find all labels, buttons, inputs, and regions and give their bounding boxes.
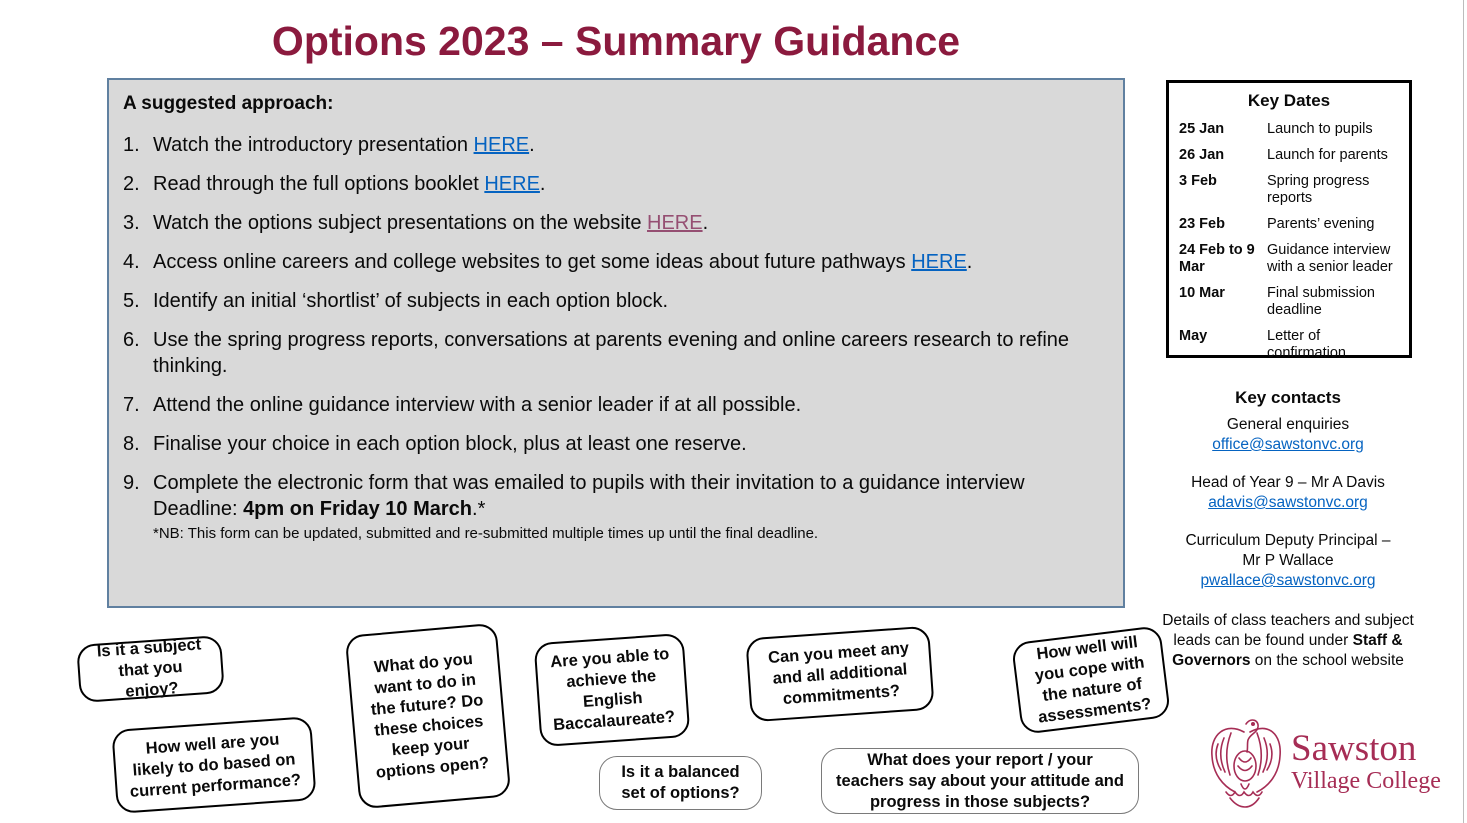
step-text: Watch the introductory presentation HERE.: [153, 134, 535, 156]
key-date-row: [1179, 328, 1399, 362]
key-date-row: [1179, 147, 1399, 164]
nb-note: *NB: This form can be updated, submitted and re-submitted multiple times up until the final deadline.: [153, 525, 819, 542]
step-number: 1.: [123, 134, 140, 156]
school-logo: [1203, 712, 1441, 812]
key-date-row: [1179, 216, 1399, 233]
key-date-event: Final submission deadline: [1267, 285, 1375, 318]
contact-general-enquiries: General enquiries office@sawstonvc.org: [1212, 416, 1364, 453]
staff-governors-note: Details of class teachers and subject leads can be found under Staff & Governors on the school website: [1162, 612, 1414, 669]
approach-step-7: [123, 392, 1105, 418]
approach-step-2: [123, 171, 1105, 197]
approach-step-8: [123, 431, 1105, 457]
step-number: 2.: [123, 173, 140, 195]
key-date-event: Parents’ evening: [1267, 216, 1375, 232]
step-text: Finalise your choice in each option block, plus at least one reserve.: [153, 433, 747, 455]
approach-step-3: [123, 210, 1105, 236]
approach-heading: A suggested approach:: [123, 93, 334, 114]
key-date: 10 Mar: [1179, 285, 1225, 301]
step-number: 5.: [123, 290, 140, 312]
key-date: May: [1179, 328, 1208, 344]
question-bubble-enjoy: Is it a subject that you enjoy?: [76, 635, 225, 703]
key-date: 23 Feb: [1179, 216, 1225, 232]
page-title: Options 2023 – Summary Guidance: [271, 18, 961, 64]
approach-step-1: [123, 132, 1105, 158]
step-text: Use the spring progress reports, conversations at parents evening and online careers research to refine thinking.: [153, 329, 1070, 377]
step-text: Complete the electronic form that was emailed to pupils with their invitation to a guidance interview Deadline: 4pm on Friday 10 March.* *NB: This form can be updated, submitted and re-submitted multiple times up until the final deadline.: [153, 470, 1105, 544]
step-number: 8.: [123, 433, 140, 455]
approach-step-5: [123, 288, 1105, 314]
suggested-approach-panel: [107, 78, 1125, 608]
approach-step-4: [123, 249, 1105, 275]
email-link-pwallace[interactable]: pwallace@sawstonvc.org: [1200, 572, 1376, 589]
key-date: 24 Feb to 9 Mar: [1179, 242, 1255, 275]
key-contacts-section: [1152, 388, 1424, 671]
key-dates-panel: [1166, 80, 1412, 361]
key-date-event: Launch to pupils: [1267, 121, 1373, 137]
here-link-subject-presentations[interactable]: HERE: [647, 212, 703, 234]
question-bubble-performance: How well are you likely to do based on current performance?: [111, 716, 316, 814]
contact-deputy-principal: Curriculum Deputy Principal – Mr P Wallace pwallace@sawstonvc.org: [1185, 532, 1391, 589]
school-name: Sawston: [1291, 728, 1417, 769]
school-subtitle: Village College: [1291, 768, 1441, 794]
step-text: Identify an initial ‘shortlist’ of subjects in each option block.: [153, 290, 669, 312]
here-link-intro-presentation[interactable]: HERE: [473, 134, 530, 156]
step-number: 6.: [123, 329, 140, 351]
key-date-event: Launch for parents: [1267, 147, 1388, 163]
approach-step-9: [123, 470, 1105, 544]
key-date-event: Guidance interview with a senior leader: [1267, 242, 1393, 275]
key-date-row: [1179, 285, 1399, 319]
key-date: 26 Jan: [1179, 147, 1225, 163]
step-number: 9.: [123, 472, 140, 494]
here-link-options-booklet[interactable]: HERE: [484, 173, 540, 195]
question-bubble-balanced: Is it a balanced set of options?: [599, 756, 762, 810]
key-date-event: Spring progress reports: [1267, 173, 1370, 206]
step-number: 4.: [123, 251, 140, 273]
key-dates-heading: Key Dates: [1247, 91, 1331, 110]
key-date-row: [1179, 121, 1399, 138]
step-text: Attend the online guidance interview with a senior leader if at all possible.: [153, 394, 802, 416]
page-edge-line: [1463, 0, 1464, 823]
contact-head-of-year: Head of Year 9 – Mr A Davis adavis@sawstonvc.org: [1191, 474, 1385, 511]
email-link-office[interactable]: office@sawstonvc.org: [1212, 436, 1364, 453]
key-date-event: Letter of confirmation: [1267, 328, 1346, 361]
step-number: 3.: [123, 212, 140, 234]
question-bubble-future: What do you want to do in the future? Do these choices keep your options open?: [345, 623, 512, 810]
key-date-row: [1179, 173, 1399, 207]
step-number: 7.: [123, 394, 140, 416]
step-text: Read through the full options booklet HERE.: [153, 173, 546, 195]
deadline-date: 4pm on Friday 10 March: [243, 498, 473, 520]
key-date: 3 Feb: [1179, 173, 1217, 189]
question-bubble-assessments: How well will you cope with the nature of assessments?: [1011, 625, 1171, 735]
here-link-careers-websites[interactable]: HERE: [911, 251, 967, 273]
pelican-crest-icon: [1203, 712, 1285, 812]
question-bubble-commitments: Can you meet any and all additional commitments?: [745, 626, 934, 723]
question-bubble-ebacc: Are you able to achieve the English Baccalaureate?: [534, 633, 691, 747]
question-bubble-report: What does your report / your teachers say about your attitude and progress in those subjects?: [821, 748, 1139, 814]
approach-step-6: [123, 327, 1105, 379]
school-logo-text: [1291, 730, 1441, 794]
email-link-adavis[interactable]: adavis@sawstonvc.org: [1208, 494, 1368, 511]
key-date: 25 Jan: [1179, 121, 1225, 137]
key-contacts-heading: Key contacts: [1235, 388, 1341, 407]
deadline-line: Deadline: 4pm on Friday 10 March.*: [153, 498, 486, 520]
step-text: Access online careers and college websites to get some ideas about future pathways HERE.: [153, 251, 973, 273]
key-date-row: [1179, 242, 1399, 276]
step-text: Watch the options subject presentations on the website HERE.: [153, 212, 709, 234]
